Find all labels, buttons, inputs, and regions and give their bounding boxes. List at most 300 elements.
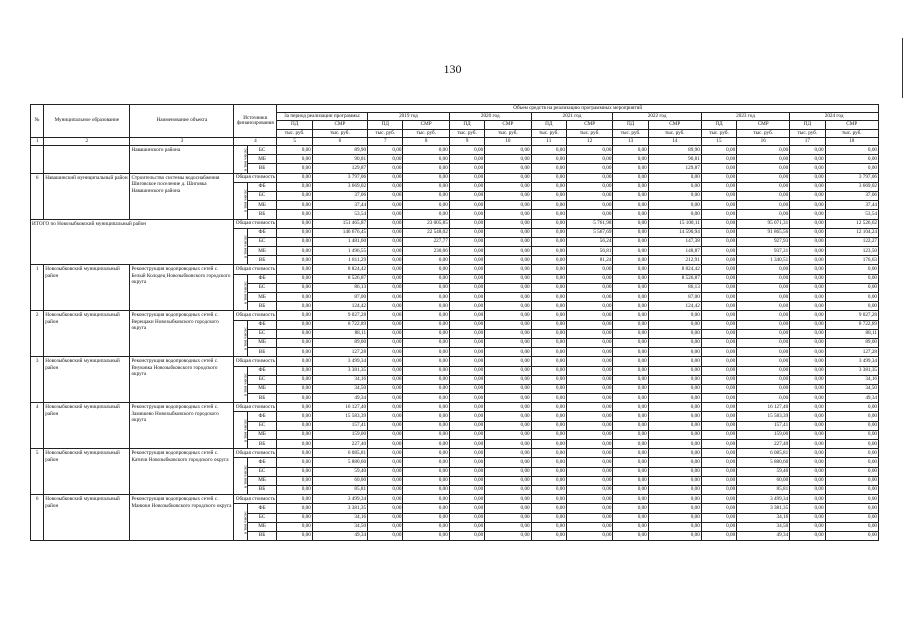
value-cell: 0,00 — [566, 522, 612, 531]
source-cell: ФБ — [247, 320, 277, 329]
value-cell: 0,00 — [701, 283, 736, 292]
value-cell: 0,00 — [701, 173, 736, 182]
value-cell: 0,00 — [566, 440, 612, 449]
value-cell: 0,00 — [566, 164, 612, 173]
value-cell: 37,44 — [825, 201, 878, 210]
value-cell: 85,81 — [737, 485, 790, 494]
value-cell: 0,00 — [790, 247, 825, 256]
value-cell: 0,00 — [701, 256, 736, 265]
value-cell: 0,00 — [531, 201, 566, 210]
value-cell: 34,16 — [825, 375, 878, 384]
municipality-cell: Новозыбковский муниципальный район — [44, 357, 130, 403]
column-number: 5 — [277, 137, 312, 145]
value-cell: 0,00 — [790, 237, 825, 246]
header-unit: тыс. руб. — [825, 129, 878, 137]
value-cell: 0,00 — [277, 219, 312, 228]
value-cell: 0,00 — [825, 495, 878, 504]
value-cell: 0,00 — [485, 504, 531, 513]
value-cell: 0,00 — [403, 384, 449, 393]
value-cell: 0,00 — [531, 504, 566, 513]
value-cell: 0,00 — [485, 256, 531, 265]
value-cell: 0,00 — [613, 320, 648, 329]
value-cell: 0,00 — [648, 338, 701, 347]
value-cell: 0,00 — [648, 476, 701, 485]
value-cell: 0,00 — [485, 237, 531, 246]
value-cell: 34,50 — [312, 522, 367, 531]
municipality-cell: Новозыбковский муниципальный район — [44, 495, 130, 541]
value-cell: 124,42 — [648, 302, 701, 311]
value-cell: 3 381,35 — [312, 366, 367, 375]
value-cell: 6 085,81 — [737, 449, 790, 458]
value-cell: 0,00 — [449, 274, 484, 283]
municipality-cell: Новозыбковский муниципальный район — [44, 403, 130, 449]
column-number: 17 — [790, 137, 825, 145]
value-cell: 12 104,24 — [825, 228, 878, 237]
value-cell: 0,00 — [701, 449, 736, 458]
header-smr: СМР — [825, 121, 878, 129]
row-number: 6 — [31, 173, 44, 219]
value-cell: 0,00 — [701, 348, 736, 357]
object-cell: Реконструкция водопроводных сетей с. Внуковка Новозыбковского городского округа — [130, 357, 234, 403]
vtomchisle-label — [234, 182, 247, 219]
value-cell: 0,00 — [790, 311, 825, 320]
value-cell: 0,00 — [277, 237, 312, 246]
value-cell: 0,00 — [449, 311, 484, 320]
value-cell: 0,00 — [485, 467, 531, 476]
value-cell: 0,00 — [613, 357, 648, 366]
value-cell: 0,00 — [277, 329, 312, 338]
value-cell: 0,00 — [701, 201, 736, 210]
value-cell: 0,00 — [737, 366, 790, 375]
value-cell: 129,87 — [312, 164, 367, 173]
value-cell: 0,00 — [485, 210, 531, 219]
value-cell: 0,00 — [368, 338, 403, 347]
value-cell: 0,00 — [485, 449, 531, 458]
value-cell: 0,00 — [531, 357, 566, 366]
table-row — [31, 173, 879, 182]
value-cell: 0,00 — [485, 440, 531, 449]
header-volume: Объем средств на реализацию программных мероприятий — [277, 105, 879, 113]
value-cell: 0,00 — [403, 256, 449, 265]
value-cell: 0,00 — [648, 522, 701, 531]
value-cell: 88,11 — [312, 329, 367, 338]
value-cell: 0,00 — [277, 513, 312, 522]
value-cell: 5 567,69 — [566, 228, 612, 237]
value-cell: 0,00 — [613, 348, 648, 357]
value-cell: 0,00 — [613, 485, 648, 494]
value-cell: 227,77 — [403, 237, 449, 246]
value-cell: 0,00 — [825, 449, 878, 458]
value-cell: 0,00 — [277, 522, 312, 531]
value-cell: 0,00 — [566, 394, 612, 403]
value-cell: 0,00 — [368, 366, 403, 375]
source-cell: ФБ — [247, 504, 277, 513]
value-cell: 0,00 — [368, 283, 403, 292]
value-cell: 0,00 — [613, 329, 648, 338]
value-cell: 0,00 — [701, 302, 736, 311]
value-cell: 0,00 — [485, 522, 531, 531]
value-cell: 0,00 — [531, 366, 566, 375]
header-unit: тыс. руб. — [701, 129, 736, 137]
header-sources: Источники финансирования — [234, 105, 277, 138]
value-cell: 0,00 — [485, 513, 531, 522]
value-cell: 0,00 — [368, 173, 403, 182]
value-cell: 0,00 — [648, 467, 701, 476]
value-cell: 0,00 — [648, 311, 701, 320]
source-cell: БС — [247, 467, 277, 476]
header-smr: СМР — [312, 121, 367, 129]
source-cell: МБ — [247, 293, 277, 302]
total-cost-label: Общая стоимость — [234, 403, 277, 412]
value-cell: 0,00 — [403, 338, 449, 347]
value-cell: 0,00 — [613, 247, 648, 256]
vtomchisle-label — [234, 228, 247, 265]
value-cell: 0,00 — [566, 421, 612, 430]
value-cell: 0,00 — [648, 421, 701, 430]
value-cell: 0,00 — [368, 265, 403, 274]
value-cell: 0,00 — [825, 467, 878, 476]
value-cell: 0,00 — [403, 449, 449, 458]
value-cell: 0,00 — [825, 421, 878, 430]
value-cell: 0,00 — [701, 210, 736, 219]
value-cell: 0,00 — [701, 146, 736, 155]
value-cell: 0,00 — [368, 375, 403, 384]
value-cell: 0,00 — [485, 247, 531, 256]
row-number — [31, 146, 44, 174]
value-cell: 0,00 — [648, 458, 701, 467]
value-cell: 0,00 — [825, 485, 878, 494]
value-cell: 159,00 — [737, 430, 790, 439]
value-cell: 95 071,31 — [737, 219, 790, 228]
value-cell: 0,00 — [531, 531, 566, 540]
value-cell: 34,50 — [312, 384, 367, 393]
value-cell: 0,00 — [737, 191, 790, 200]
value-cell: 0,00 — [403, 146, 449, 155]
value-cell: 0,00 — [449, 513, 484, 522]
value-cell: 0,00 — [701, 476, 736, 485]
value-cell: 0,00 — [485, 403, 531, 412]
value-cell: 0,00 — [613, 283, 648, 292]
value-cell: 0,00 — [449, 329, 484, 338]
object-cell: Реконструкция водопроводных сетей с. Манюки Новозыбковского городского округа — [130, 495, 234, 541]
value-cell: 85,81 — [312, 485, 367, 494]
value-cell: 0,00 — [701, 228, 736, 237]
value-cell: 0,00 — [648, 495, 701, 504]
value-cell: 0,00 — [825, 504, 878, 513]
column-number: 8 — [403, 137, 449, 145]
value-cell: 0,00 — [368, 302, 403, 311]
value-cell: 0,00 — [449, 237, 484, 246]
value-cell: 0,00 — [825, 265, 878, 274]
value-cell: 0,00 — [403, 476, 449, 485]
value-cell: 0,00 — [403, 311, 449, 320]
value-cell: 37,44 — [312, 201, 367, 210]
source-cell: БС — [247, 237, 277, 246]
value-cell: 0,00 — [613, 265, 648, 274]
value-cell: 15 583,39 — [312, 412, 367, 421]
value-cell: 0,00 — [277, 228, 312, 237]
value-cell: 0,00 — [403, 504, 449, 513]
value-cell: 0,00 — [790, 191, 825, 200]
value-cell: 49,34 — [825, 394, 878, 403]
header-unit: тыс. руб. — [790, 129, 825, 137]
value-cell: 0,00 — [449, 421, 484, 430]
value-cell: 0,00 — [613, 155, 648, 164]
value-cell: 0,00 — [449, 485, 484, 494]
header-year: 2023 год — [701, 113, 789, 121]
value-cell: 0,00 — [531, 467, 566, 476]
value-cell: 0,00 — [449, 201, 484, 210]
value-cell: 0,00 — [566, 449, 612, 458]
vtomchisle-label — [234, 412, 247, 449]
value-cell: 0,00 — [790, 357, 825, 366]
value-cell: 3 499,34 — [312, 357, 367, 366]
value-cell: 0,00 — [403, 274, 449, 283]
value-cell: 0,00 — [403, 348, 449, 357]
value-cell: 0,00 — [485, 531, 531, 540]
value-cell: 0,00 — [531, 191, 566, 200]
value-cell: 0,00 — [701, 504, 736, 513]
value-cell: 0,00 — [531, 513, 566, 522]
value-cell: 0,00 — [531, 329, 566, 338]
value-cell: 87,00 — [648, 293, 701, 302]
column-number: 13 — [613, 137, 648, 145]
value-cell: 0,00 — [531, 384, 566, 393]
value-cell: 0,00 — [566, 430, 612, 439]
source-cell: МБ — [247, 201, 277, 210]
value-cell: 0,00 — [613, 256, 648, 265]
value-cell: 6 085,81 — [312, 449, 367, 458]
value-cell: 0,00 — [368, 495, 403, 504]
value-cell: 90,81 — [312, 155, 367, 164]
value-cell: 1 340,51 — [737, 256, 790, 265]
value-cell: 0,00 — [825, 458, 878, 467]
value-cell: 0,00 — [613, 495, 648, 504]
value-cell: 0,00 — [368, 311, 403, 320]
value-cell: 0,00 — [566, 311, 612, 320]
value-cell: 87,00 — [312, 293, 367, 302]
value-cell: 0,00 — [825, 476, 878, 485]
value-cell: 0,00 — [613, 430, 648, 439]
column-number: 10 — [485, 137, 531, 145]
value-cell: 0,00 — [701, 394, 736, 403]
value-cell: 0,00 — [648, 412, 701, 421]
value-cell: 88,11 — [825, 329, 878, 338]
value-cell: 0,00 — [485, 348, 531, 357]
value-cell: 0,00 — [368, 164, 403, 173]
municipality-cell: Новозыбковский муниципальный район — [44, 449, 130, 495]
header-year: 2020 год — [449, 113, 531, 121]
value-cell: 0,00 — [790, 228, 825, 237]
value-cell: 0,00 — [403, 293, 449, 302]
value-cell: 0,00 — [531, 302, 566, 311]
value-cell: 0,00 — [277, 182, 312, 191]
value-cell: 8 824,42 — [648, 265, 701, 274]
source-cell: МБ — [247, 476, 277, 485]
value-cell: 0,00 — [613, 476, 648, 485]
value-cell: 0,00 — [277, 146, 312, 155]
value-cell: 122,27 — [825, 237, 878, 246]
value-cell: 0,00 — [403, 265, 449, 274]
value-cell: 0,00 — [566, 366, 612, 375]
value-cell: 0,00 — [449, 357, 484, 366]
value-cell: 0,00 — [485, 476, 531, 485]
header-unit: тыс. руб. — [648, 129, 701, 137]
vtomchisle-label — [234, 146, 247, 174]
value-cell: 0,00 — [403, 191, 449, 200]
value-cell: 3 381,35 — [737, 504, 790, 513]
value-cell: 0,00 — [449, 146, 484, 155]
value-cell: 0,00 — [368, 320, 403, 329]
value-cell: 0,00 — [403, 440, 449, 449]
value-cell: 0,00 — [485, 384, 531, 393]
value-cell: 0,00 — [566, 384, 612, 393]
value-cell: 0,00 — [613, 164, 648, 173]
table-row — [31, 146, 879, 155]
value-cell: 0,00 — [485, 164, 531, 173]
row-number: 2 — [31, 311, 44, 357]
value-cell: 0,00 — [277, 283, 312, 292]
value-cell: 0,00 — [403, 329, 449, 338]
value-cell: 0,00 — [368, 348, 403, 357]
value-cell: 0,00 — [531, 146, 566, 155]
value-cell: 37,06 — [825, 191, 878, 200]
value-cell: 123,50 — [825, 247, 878, 256]
header-year: 2022 год — [613, 113, 701, 121]
value-cell: 0,00 — [566, 531, 612, 540]
value-cell: 0,00 — [368, 329, 403, 338]
value-cell: 0,00 — [701, 467, 736, 476]
value-cell: 0,00 — [825, 274, 878, 283]
value-cell: 0,00 — [485, 412, 531, 421]
value-cell: 0,00 — [531, 458, 566, 467]
value-cell: 8 722,89 — [825, 320, 878, 329]
value-cell: 0,00 — [449, 302, 484, 311]
value-cell: 59,40 — [737, 467, 790, 476]
value-cell: 0,00 — [449, 173, 484, 182]
value-cell: 0,00 — [531, 265, 566, 274]
value-cell: 34,16 — [312, 513, 367, 522]
value-cell: 0,00 — [790, 449, 825, 458]
value-cell: 0,00 — [737, 210, 790, 219]
source-cell: ФБ — [247, 228, 277, 237]
value-cell: 0,00 — [449, 283, 484, 292]
value-cell: 0,00 — [531, 247, 566, 256]
header-unit: тыс. руб. — [312, 129, 367, 137]
row-number: 1 — [31, 265, 44, 311]
value-cell: 16 127,40 — [312, 403, 367, 412]
value-cell: 0,00 — [531, 155, 566, 164]
header-pd: ПД — [277, 121, 312, 129]
column-number: 1 — [31, 137, 44, 145]
value-cell: 0,00 — [790, 182, 825, 191]
value-cell: 129,87 — [648, 164, 701, 173]
value-cell: 0,00 — [277, 421, 312, 430]
value-cell: 0,00 — [701, 458, 736, 467]
value-cell: 0,00 — [790, 265, 825, 274]
value-cell: 0,00 — [566, 375, 612, 384]
value-cell: 0,00 — [825, 146, 878, 155]
source-cell: ВБ — [247, 440, 277, 449]
value-cell: 0,00 — [485, 219, 531, 228]
value-cell: 0,00 — [790, 155, 825, 164]
value-cell: 0,00 — [790, 173, 825, 182]
value-cell: 157,41 — [737, 421, 790, 430]
object-cell: Реконструкция водопроводных сетей с. Белый Колодец Новозыбковского городского округа — [130, 265, 234, 311]
value-cell: 81,24 — [566, 256, 612, 265]
value-cell: 0,00 — [566, 329, 612, 338]
source-cell: МБ — [247, 430, 277, 439]
value-cell: 0,00 — [449, 265, 484, 274]
header-unit: тыс. руб. — [403, 129, 449, 137]
value-cell: 89,00 — [825, 338, 878, 347]
value-cell: 0,00 — [531, 311, 566, 320]
value-cell: 0,00 — [277, 449, 312, 458]
value-cell: 0,00 — [701, 357, 736, 366]
source-cell: ВБ — [247, 302, 277, 311]
value-cell: 0,00 — [485, 283, 531, 292]
value-cell: 0,00 — [790, 384, 825, 393]
value-cell: 0,00 — [825, 412, 878, 421]
value-cell: 0,00 — [485, 265, 531, 274]
value-cell: 0,00 — [701, 495, 736, 504]
value-cell: 0,00 — [613, 449, 648, 458]
header-pd: ПД — [613, 121, 648, 129]
page-edge-line — [902, 38, 903, 98]
total-cost-label: Общая стоимость — [234, 357, 277, 366]
value-cell: 56,24 — [566, 237, 612, 246]
value-cell: 0,00 — [790, 403, 825, 412]
value-cell: 0,00 — [531, 293, 566, 302]
value-cell: 0,00 — [277, 366, 312, 375]
value-cell: 0,00 — [368, 247, 403, 256]
header-smr: СМР — [403, 121, 449, 129]
value-cell: 1 481,60 — [312, 237, 367, 246]
value-cell: 49,34 — [737, 531, 790, 540]
value-cell: 0,00 — [368, 228, 403, 237]
value-cell: 56,81 — [566, 247, 612, 256]
value-cell: 0,00 — [613, 302, 648, 311]
total-cost-label: Общая стоимость — [234, 173, 277, 182]
value-cell: 0,00 — [825, 440, 878, 449]
value-cell: 0,00 — [701, 265, 736, 274]
value-cell: 0,00 — [701, 375, 736, 384]
value-cell: 90,81 — [648, 155, 701, 164]
value-cell: 0,00 — [277, 394, 312, 403]
value-cell: 0,00 — [737, 173, 790, 182]
value-cell: 0,00 — [613, 182, 648, 191]
value-cell: 176,63 — [825, 256, 878, 265]
value-cell: 0,00 — [485, 421, 531, 430]
value-cell: 8 824,42 — [312, 265, 367, 274]
value-cell: 0,00 — [613, 210, 648, 219]
value-cell: 0,00 — [613, 191, 648, 200]
value-cell: 146 676,45 — [312, 228, 367, 237]
value-cell: 0,00 — [485, 311, 531, 320]
value-cell: 0,00 — [277, 311, 312, 320]
value-cell: 0,00 — [403, 173, 449, 182]
value-cell: 0,00 — [613, 403, 648, 412]
value-cell: 0,00 — [449, 384, 484, 393]
total-cost-label: Общая стоимость — [234, 265, 277, 274]
value-cell: 86,13 — [648, 283, 701, 292]
value-cell: 0,00 — [368, 210, 403, 219]
column-number: 9 — [449, 137, 484, 145]
value-cell: 0,00 — [613, 146, 648, 155]
value-cell: 0,00 — [485, 302, 531, 311]
value-cell: 0,00 — [648, 210, 701, 219]
value-cell: 3 499,34 — [312, 495, 367, 504]
